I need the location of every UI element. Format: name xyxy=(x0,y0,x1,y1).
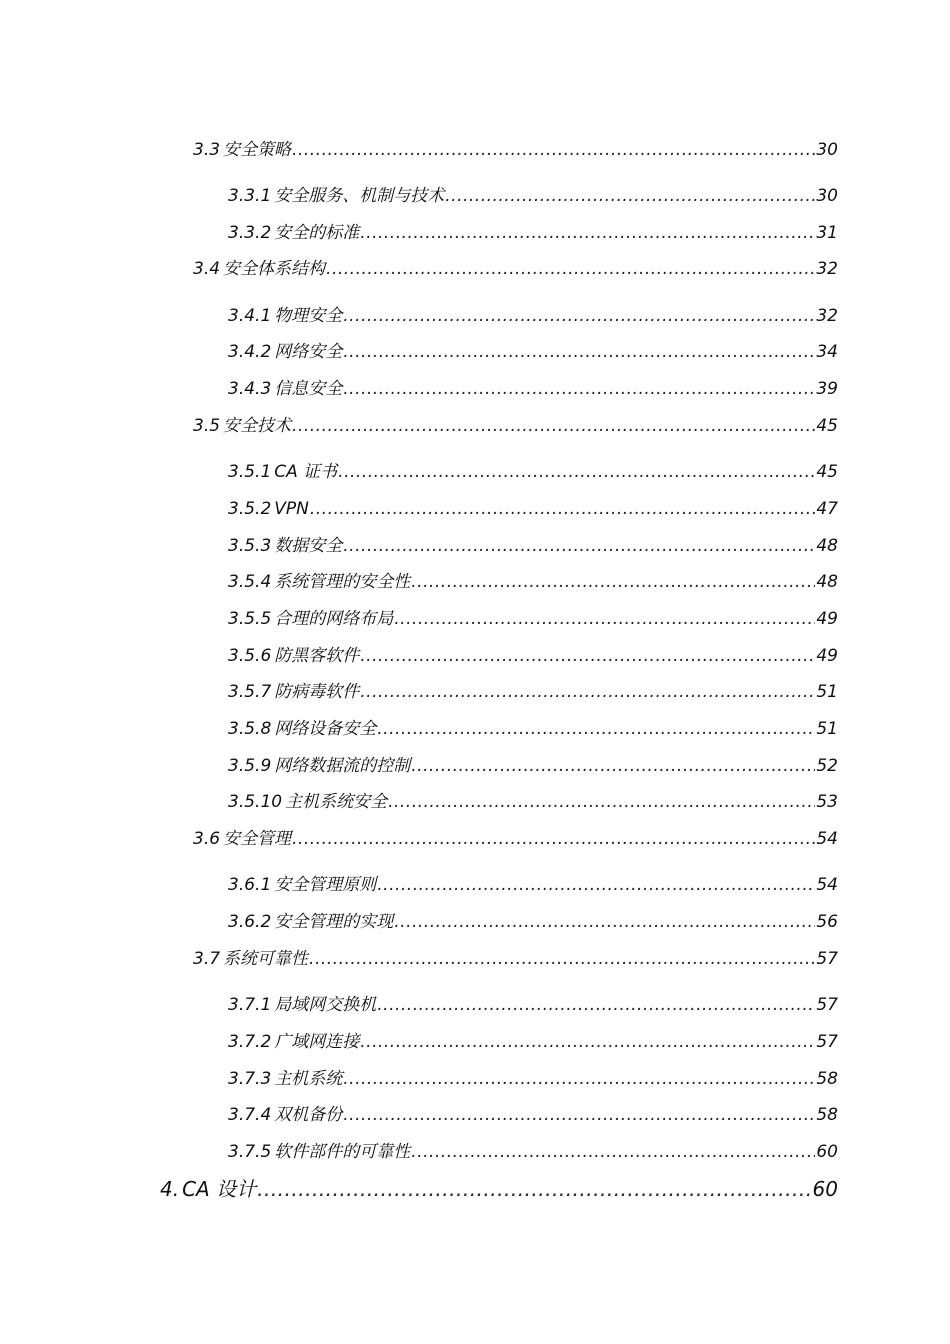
toc-entry[interactable] xyxy=(228,681,838,703)
dot-leader xyxy=(343,535,815,557)
toc-entry[interactable] xyxy=(228,185,838,207)
toc-title: CA 证书 xyxy=(274,462,338,482)
dot-leader xyxy=(343,378,815,400)
toc-page-number: 57 xyxy=(816,995,838,1015)
toc-page-number: 47 xyxy=(816,499,838,519)
dot-leader xyxy=(377,994,815,1016)
toc-number: 3.5.1 xyxy=(228,462,272,482)
toc-page-number: 57 xyxy=(816,1032,838,1052)
toc-title: 主机系统安全 xyxy=(285,792,388,812)
toc-entry[interactable] xyxy=(228,571,838,593)
toc-number: 3.7.5 xyxy=(228,1142,272,1162)
toc-page-number: 30 xyxy=(816,140,838,160)
toc-number: 3.3.1 xyxy=(228,186,272,206)
toc-page-number: 39 xyxy=(816,379,838,399)
toc-page-number: 58 xyxy=(816,1069,838,1089)
toc-entry[interactable] xyxy=(228,222,838,244)
dot-leader xyxy=(292,415,815,437)
toc-title: 安全管理 xyxy=(223,829,292,849)
dot-leader xyxy=(377,874,815,896)
toc-page-number: 54 xyxy=(816,875,838,895)
toc-number: 3.5 xyxy=(193,416,221,436)
toc-title: 安全管理原则 xyxy=(274,875,377,895)
dot-leader xyxy=(343,1104,815,1126)
toc-title: 数据安全 xyxy=(274,536,343,556)
toc-number: 3.6.1 xyxy=(228,875,272,895)
toc-number: 3.6 xyxy=(193,829,221,849)
toc-number: 3.5.3 xyxy=(228,536,272,556)
toc-title: 防黑客软件 xyxy=(274,646,360,666)
toc-entry[interactable] xyxy=(228,378,838,400)
toc-page-number: 31 xyxy=(816,223,838,243)
toc-number: 3.5.4 xyxy=(228,572,272,592)
toc-page-number: 48 xyxy=(816,536,838,556)
toc-page-number: 53 xyxy=(816,792,838,812)
toc-title: 系统可靠性 xyxy=(223,949,309,969)
dot-leader xyxy=(338,461,815,483)
toc-entry[interactable] xyxy=(193,258,838,280)
dot-leader xyxy=(360,645,815,667)
dot-leader xyxy=(394,608,815,630)
toc-entry[interactable] xyxy=(228,1104,838,1126)
toc-number: 3.5.7 xyxy=(228,682,272,702)
toc-page-number: 54 xyxy=(816,829,838,849)
toc-number: 3.4 xyxy=(193,259,221,279)
toc-page-number: 32 xyxy=(816,306,838,326)
toc-entry[interactable] xyxy=(228,1068,838,1090)
toc-page-number: 32 xyxy=(816,259,838,279)
toc-entry[interactable] xyxy=(228,911,838,933)
toc-title: 网络安全 xyxy=(274,342,343,362)
toc-page-number: 45 xyxy=(816,462,838,482)
toc-number: 3.7.3 xyxy=(228,1069,272,1089)
toc-entry[interactable] xyxy=(228,1141,838,1163)
dot-leader xyxy=(360,681,815,703)
toc-page-number: 60 xyxy=(816,1142,838,1162)
toc-number: 3.7.4 xyxy=(228,1105,272,1125)
dot-leader xyxy=(445,185,815,207)
toc-entry[interactable] xyxy=(228,874,838,896)
toc-number: 3.3.2 xyxy=(228,223,272,243)
toc-entry[interactable] xyxy=(228,461,838,483)
dot-leader xyxy=(388,791,815,813)
toc-title: 安全策略 xyxy=(223,140,292,160)
toc-title: 安全管理的实现 xyxy=(274,912,394,932)
dot-leader xyxy=(343,341,815,363)
toc-entry[interactable] xyxy=(228,645,838,667)
toc-page-number: 45 xyxy=(816,416,838,436)
toc-page-number: 58 xyxy=(816,1105,838,1125)
toc-entry[interactable] xyxy=(228,305,838,327)
toc-entry[interactable] xyxy=(228,718,838,740)
toc-number: 3.4.3 xyxy=(228,379,272,399)
toc-entry[interactable] xyxy=(193,415,838,437)
toc-title: 防病毒软件 xyxy=(274,682,360,702)
toc-title: 合理的网络布局 xyxy=(274,609,394,629)
toc-page-number: 48 xyxy=(816,572,838,592)
toc-number: 3.5.9 xyxy=(228,756,272,776)
toc-number: 3.7 xyxy=(193,949,221,969)
toc-title: 物理安全 xyxy=(274,306,343,326)
dot-leader xyxy=(309,948,815,970)
toc-number: 3.5.5 xyxy=(228,609,272,629)
toc-number: 3.5.10 xyxy=(228,792,283,812)
toc-page-number: 49 xyxy=(816,609,838,629)
dot-leader xyxy=(377,718,815,740)
toc-title: 安全服务、机制与技术 xyxy=(274,186,445,206)
dot-leader xyxy=(326,258,815,280)
toc-title: 主机系统 xyxy=(274,1069,343,1089)
dot-leader xyxy=(360,222,815,244)
toc-page-number: 52 xyxy=(816,756,838,776)
dot-leader xyxy=(310,498,815,520)
toc-page-number: 56 xyxy=(816,912,838,932)
dot-leader xyxy=(411,1141,815,1163)
toc-title: 安全技术 xyxy=(223,416,292,436)
dot-leader xyxy=(411,571,815,593)
toc-entry[interactable] xyxy=(193,948,838,970)
toc-number: 4. xyxy=(160,1177,180,1201)
toc-title: 广域网连接 xyxy=(274,1032,360,1052)
toc-title: CA 设计 xyxy=(182,1177,257,1201)
toc-entry[interactable] xyxy=(228,341,838,363)
toc-entry[interactable] xyxy=(193,139,838,161)
toc-number: 3.4.2 xyxy=(228,342,272,362)
toc-number: 3.7.1 xyxy=(228,995,272,1015)
dot-leader xyxy=(394,911,815,933)
toc-entry[interactable] xyxy=(228,994,838,1016)
toc-number: 3.3 xyxy=(193,140,221,160)
dot-leader xyxy=(360,1031,815,1053)
toc-title: VPN xyxy=(274,499,309,519)
toc-title: 信息安全 xyxy=(274,379,343,399)
toc-page-number: 51 xyxy=(816,682,838,702)
toc-entry[interactable] xyxy=(228,1031,838,1053)
dot-leader xyxy=(343,1068,815,1090)
toc-entry[interactable] xyxy=(228,791,838,813)
toc-entry[interactable] xyxy=(228,498,838,520)
toc-title: 软件部件的可靠性 xyxy=(274,1142,411,1162)
toc-page-number: 60 xyxy=(812,1177,838,1201)
toc-title: 网络设备安全 xyxy=(274,719,377,739)
toc-title: 网络数据流的控制 xyxy=(274,756,411,776)
toc-number: 3.5.8 xyxy=(228,719,272,739)
dot-leader xyxy=(292,139,815,161)
toc-number: 3.6.2 xyxy=(228,912,272,932)
toc-title: 系统管理的安全性 xyxy=(274,572,411,592)
toc-page-number: 34 xyxy=(816,342,838,362)
toc-number: 3.5.2 xyxy=(228,499,272,519)
toc-entry[interactable] xyxy=(228,535,838,557)
toc-number: 3.7.2 xyxy=(228,1032,272,1052)
dot-leader xyxy=(411,755,815,777)
toc-page-number: 57 xyxy=(816,949,838,969)
toc-entry[interactable] xyxy=(228,608,838,630)
dot-leader xyxy=(292,828,815,850)
toc-number: 3.4.1 xyxy=(228,306,272,326)
dot-leader xyxy=(257,1176,811,1202)
toc-number: 3.5.6 xyxy=(228,646,272,666)
toc-title: 双机备份 xyxy=(274,1105,343,1125)
toc-page-number: 51 xyxy=(816,719,838,739)
toc-entry-chapter[interactable] xyxy=(160,1176,838,1202)
toc-page-number: 30 xyxy=(816,186,838,206)
toc-entry[interactable] xyxy=(228,755,838,777)
dot-leader xyxy=(343,305,815,327)
toc-page-number: 49 xyxy=(816,646,838,666)
toc-title: 局域网交换机 xyxy=(274,995,377,1015)
toc-entry[interactable] xyxy=(193,828,838,850)
toc-title: 安全体系结构 xyxy=(223,259,326,279)
toc-title: 安全的标准 xyxy=(274,223,360,243)
